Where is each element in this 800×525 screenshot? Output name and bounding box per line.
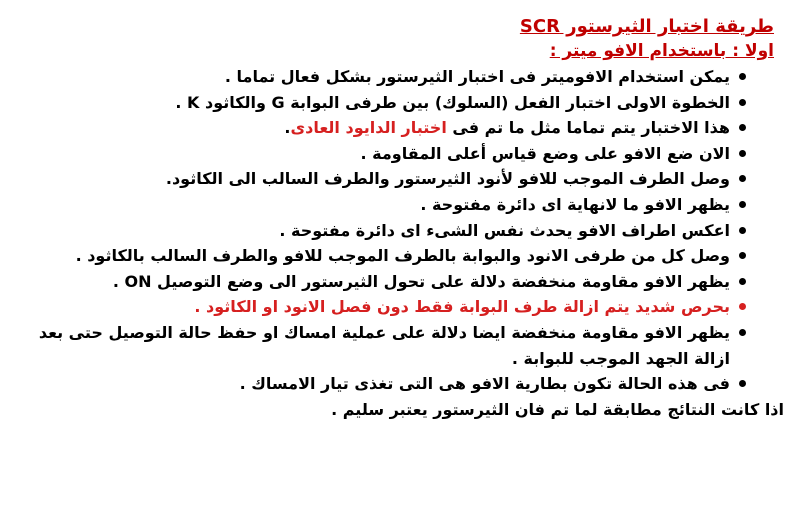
list-item: هذا الاختبار يتم تماما مثل ما تم فى اختبار الدايود العادى. [14, 115, 790, 141]
list-item: فى هذه الحالة تكون بطارية الافو هى التى تغذى تيار الامساك . [14, 371, 790, 397]
conclusion-text: اذا كانت النتائج مطابقة لما تم فان الثيرستور يعتبر سليم . [331, 399, 784, 419]
bullet-dot-icon [739, 329, 746, 336]
bullet-dot-icon [739, 252, 746, 259]
bullet-dot-icon [739, 124, 746, 131]
warning-list-item: بحرص شديد يتم ازالة طرف البوابة فقط دون فصل الانود او الكاثود . [14, 294, 790, 320]
bullet-list [14, 64, 790, 397]
list-item: الخطوة الاولى اختبار الفعل (السلوك) بين طرفى البوابة G والكاثود K . [14, 90, 790, 116]
list-item: يظهر الافو مقاومة منخفضة دلالة على تحول الثيرستور الى وضع التوصيل ON . [14, 269, 790, 295]
bullet-dot-icon [739, 99, 746, 106]
bullet-dot-icon [739, 73, 746, 80]
list-item: وصل كل من طرفى الانود والبوابة بالطرف الموجب للافو والطرف السالب بالكاثود . [14, 243, 790, 269]
bullet-dot-icon [739, 380, 746, 387]
bullet-dot-icon [739, 201, 746, 208]
bullet-dot-icon [739, 278, 746, 285]
document-title: طريقة اختبار الثيرستور SCR [519, 16, 774, 37]
list-item: يظهر الافو ما لانهاية اى دائرة مفتوحة . [14, 192, 790, 218]
highlighted-phrase: اختبار الدايود العادى [290, 118, 447, 138]
list-item: اعكس اطراف الافو يحدث نفس الشىء اى دائرة مفتوحة . [14, 218, 790, 244]
list-item: وصل الطرف الموجب للافو لأنود الثيرستور والطرف السالب الى الكاثود. [14, 166, 790, 192]
bullet-dot-icon [739, 227, 746, 234]
list-item: يمكن استخدام الافوميتر فى اختبار الثيرستور بشكل فعال تماما . [14, 64, 790, 90]
bullet-dot-icon [739, 150, 746, 157]
bullet-dot-icon [739, 303, 746, 310]
section-subtitle: اولا : باستخدام الافو ميتر : [549, 41, 774, 61]
list-item: يظهر الافو مقاومة منخفضة ايضا دلالة على عملية امساك او حفظ حالة التوصيل حتى بعد ازالة الجهد الموجب للبوابة . [14, 320, 790, 371]
bullet-dot-icon [739, 175, 746, 182]
list-item: الان ضع الافو على وضع قياس أعلى المقاومة . [14, 141, 790, 167]
